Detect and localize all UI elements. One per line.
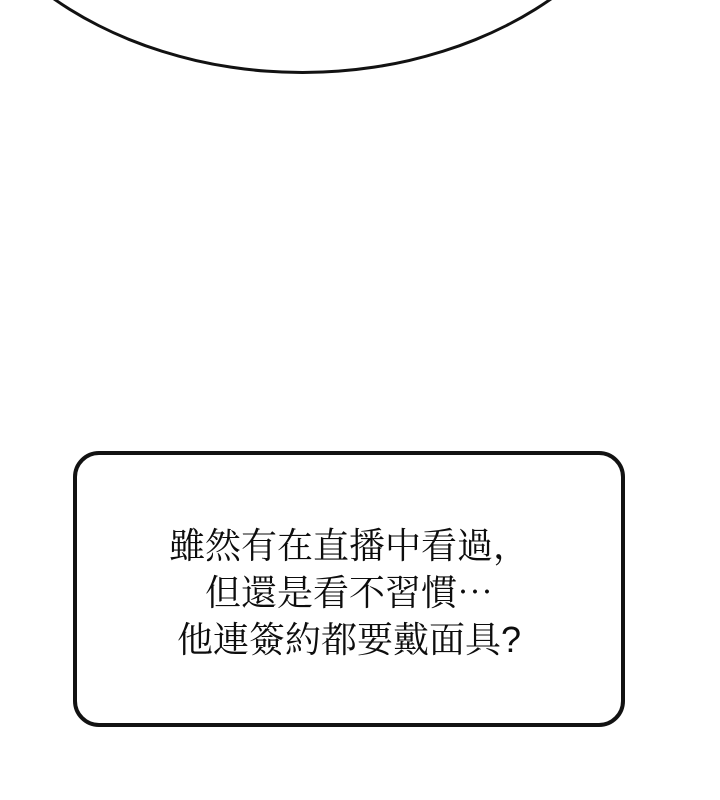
speech-line-3: 他連簽約都要戴面具? bbox=[176, 618, 521, 660]
speech-bubble-text bbox=[169, 516, 529, 663]
speech-bubble bbox=[73, 451, 625, 727]
offscreen-speech-bubble-arc bbox=[0, 0, 671, 74]
speech-line-1: 雖然有在直播中看過， bbox=[168, 524, 529, 566]
speech-line-2: 但還是看不習慣⋯ bbox=[204, 571, 493, 613]
